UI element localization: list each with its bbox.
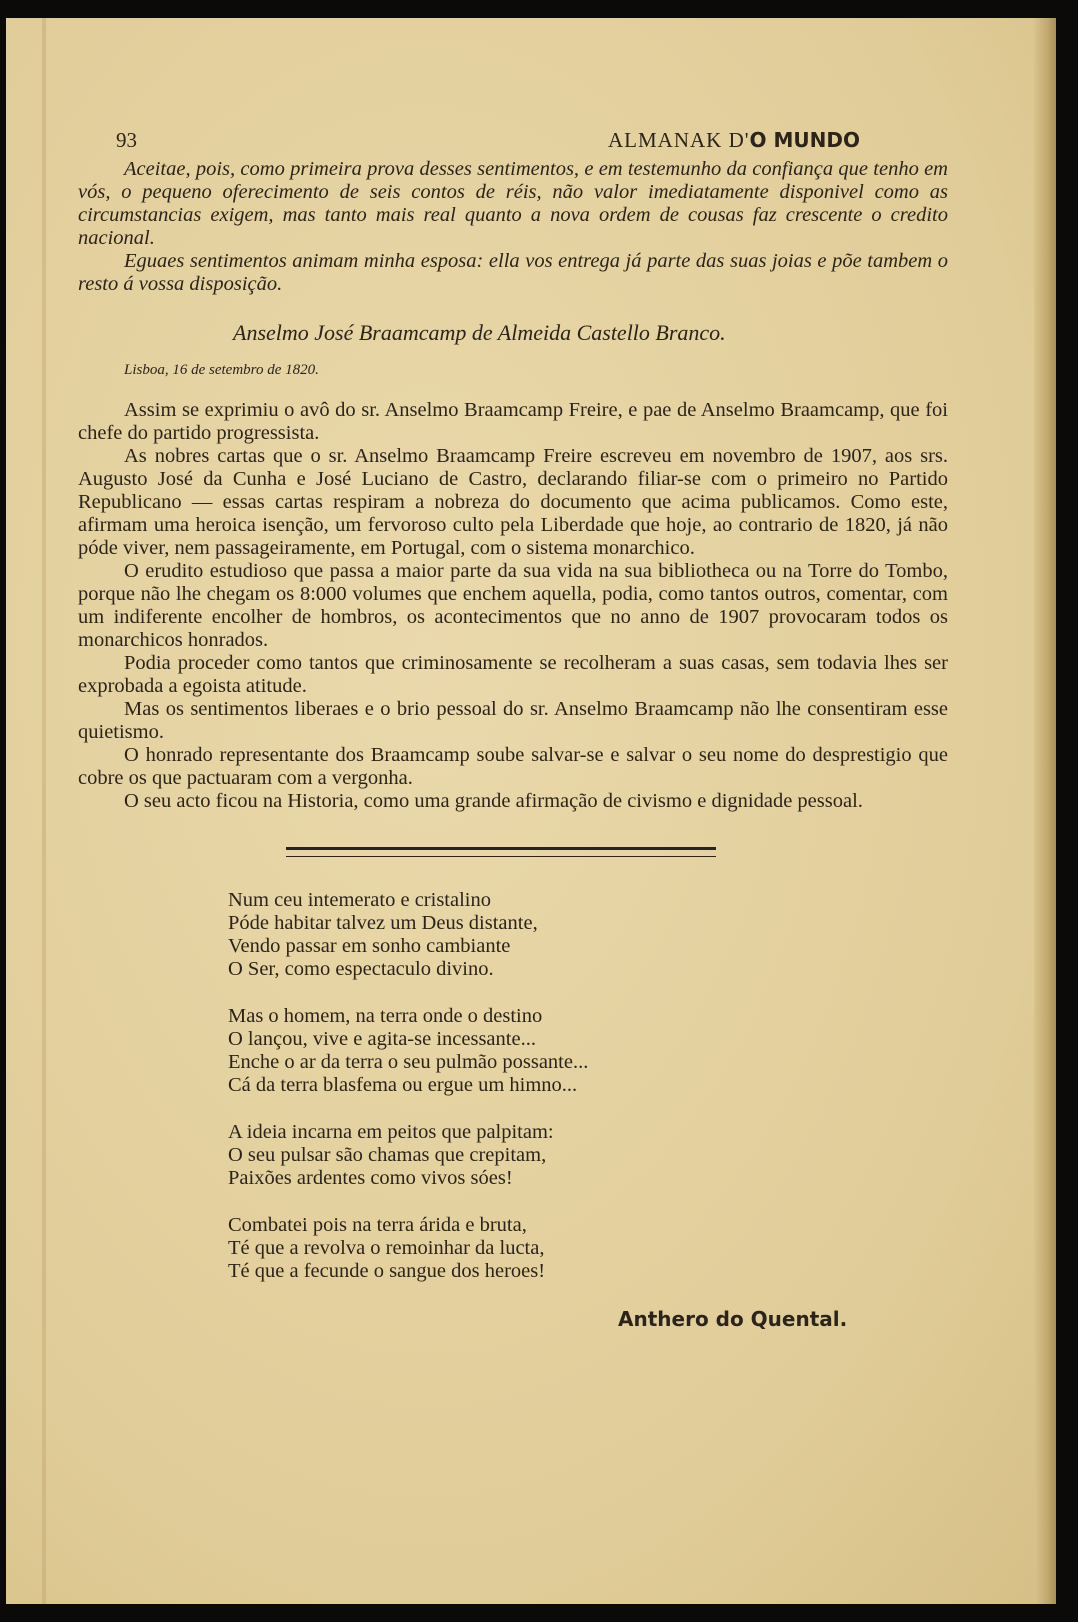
poem-author: Anthero do Quental. (618, 1307, 848, 1331)
body-paragraph: Assim se exprimiu o avô do sr. Anselmo Braamcamp Freire, e pae de Anselmo Braamcamp, que foi chefe do partido progressista. (78, 399, 948, 444)
body-paragraph: Podia proceder como tantos que criminosamente se recolheram a suas casas, sem todavia lhes ser exprobada a egoista atitude. (78, 652, 948, 697)
poem-line: Mas o homem, na terra onde o destino (228, 1005, 543, 1027)
poem-line: O Ser, como espectaculo divino. (228, 958, 494, 980)
poem-stanza (228, 1005, 948, 1097)
poem-line: Vendo passar em sonho cambiante (228, 935, 511, 957)
poem (228, 889, 948, 1283)
poem-stanza (228, 1214, 948, 1283)
poem-line: Té que a fecunde o sangue dos heroes! (228, 1260, 546, 1282)
running-title-bold: O MUNDO (749, 128, 860, 152)
poem-line: Paixões ardentes como vivos sóes! (228, 1167, 513, 1189)
poem-line: Combatei pois na terra árida e bruta, (228, 1214, 527, 1236)
poem-line: O seu pulsar são chamas que crepitam, (228, 1144, 547, 1166)
section-divider (286, 847, 716, 857)
running-title (608, 128, 860, 153)
page-content (78, 118, 948, 1331)
letter-quote (78, 158, 948, 379)
page-number: 93 (116, 128, 137, 152)
body-paragraph: Mas os sentimentos liberaes e o brio pessoal do sr. Anselmo Braamcamp não lhe consentiram esse quietismo. (78, 698, 948, 743)
poem-line: Póde habitar talvez um Deus distante, (228, 912, 538, 934)
letter-paragraph: Aceitae, pois, como primeira prova desses sentimentos, e em testemunho da confiança que tenho em vós, o pequeno oferecimento de seis contos de réis, não valor imediatamente disponivel como as circumstancias exigem, mas tanto mais real quanto a nova ordem de cousas faz crescente o credito nacional. (78, 158, 948, 249)
body-paragraph: O erudito estudioso que passa a maior parte da sua vida na sua bibliotheca ou na Torre do Tombo, porque não lhe chegam os 8:000 volumes que enchem aquella, podia, como tantos outros, comentar, com um indiferente encolher de hombros, os acontecimentos que no anno de 1907 provocaram todos os monarchicos honrados. (78, 560, 948, 651)
poem-line: Num ceu intemerato e cristalino (228, 889, 491, 911)
running-title-text: ALMANAK D' (608, 128, 750, 152)
letter-signature: Anselmo José Braamcamp de Almeida Castello Branco. (233, 320, 726, 345)
scanned-page (6, 18, 1056, 1604)
letter-paragraph: Eguaes sentimentos animam minha esposa: ella vos entrega já parte das suas joias e põe tambem o resto á vossa disposição. (78, 250, 948, 295)
poem-line: Enche o ar da terra o seu pulmão possante... (228, 1051, 589, 1073)
article-body (78, 399, 948, 813)
poem-line: O lançou, vive e agita-se incessante... (228, 1028, 536, 1050)
body-paragraph: O seu acto ficou na Historia, como uma grande afirmação de civismo e dignidade pessoal. (124, 790, 863, 812)
poem-stanza (228, 889, 948, 981)
poem-stanza (228, 1121, 948, 1190)
page-edge (1034, 18, 1056, 1604)
poem-line: Té que a revolva o remoinhar da lucta, (228, 1237, 545, 1259)
poem-line: Cá da terra blasfema ou ergue um himno... (228, 1074, 578, 1096)
page-spine-shadow (42, 18, 46, 1604)
body-paragraph: O honrado representante dos Braamcamp soube salvar-se e salvar o seu nome do desprestigio que cobre os que pactuaram com a vergonha. (78, 744, 948, 789)
body-paragraph: As nobres cartas que o sr. Anselmo Braamcamp Freire escreveu em novembro de 1907, aos srs. Augusto José da Cunha e José Luciano de Castro, declarando filiar-se com o primeiro no Partido Republicano — essas cartas respiram a nobreza do documento que acima publicamos. Como este, afirmam uma heroica isenção, um fervoroso culto pela Liberdade que hoje, ao contrario de 1820, já não póde viver, nem passageiramente, em Portugal, com o sistema monarchico. (78, 445, 948, 559)
poem-line: A ideia incarna em peitos que palpitam: (228, 1121, 554, 1143)
letter-dateline: Lisboa, 16 de setembro de 1820. (124, 362, 319, 378)
page-header (78, 118, 948, 158)
